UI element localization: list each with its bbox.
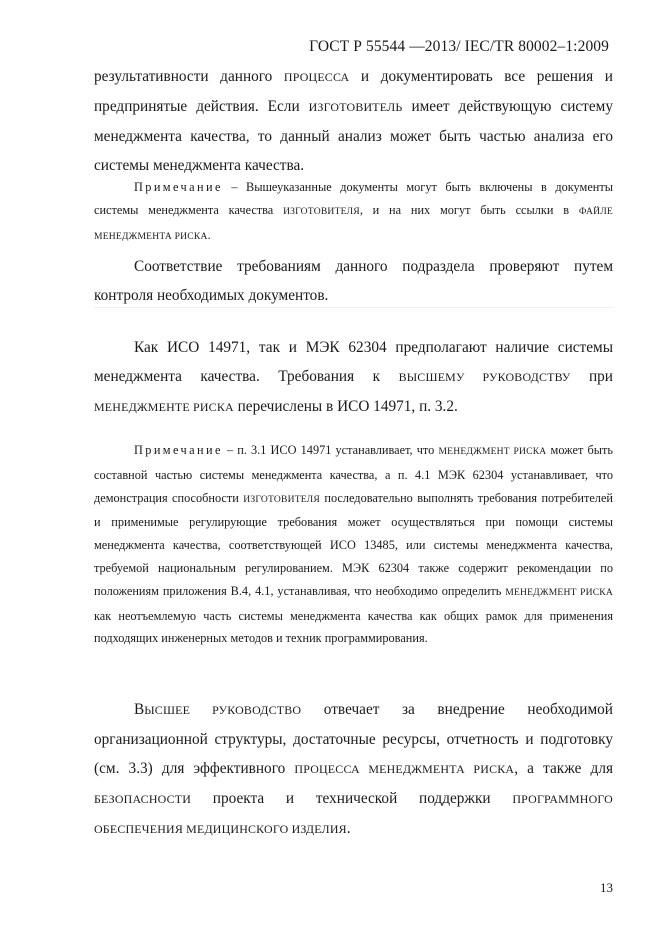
term-process: ПРОЦЕССА [283, 70, 350, 84]
page-number: 13 [600, 880, 613, 895]
term-manufacturer: ИЗГОТОВИТЕЛЯ [243, 493, 320, 505]
document-header: ГОСТ Р 55544 —2013/ IEC/TR 80002–1:2009 [309, 38, 609, 55]
term-manufacturer: ИЗГОТОВИТЕЛЬ [308, 100, 403, 114]
term-top-management: ЫСШЕЕ РУКОВОДСТВО [144, 703, 302, 717]
term-top-management-initial: В [134, 701, 145, 718]
paragraph-compliance-check: Соответствие требованиям данного подраздела проверяют путем контроля необходимых документов. [94, 258, 613, 304]
note-iso-clauses: Примечание – п. 3.1 ИСО 14971 устанавливает, что МЕНЕДЖМЕНТ РИСКА может быть составной частью системы менеджмента качества, а п. 4.1 МЭК 62304 устанавливает, что демонстрация способности ИЗГОТОВИТЕЛЯ последовательно выполнять требования потребителей и применимые регулирующие требования может осуществляться при помощи системы менеджмента качества, соответствующей ИСО 13485, или системы менеджмента качества, требуемой национальным регулированием. МЭК 62304 также содержит рекомендации по положениям приложения В.4, 4.1, устанавливая, что необходимо определить МЕНЕДЖМЕНТ РИСКА как неотъемлемую часть системы менеджмента качества как общих рамок для применения подходящих инженерных методов и техник программирования. [94, 443, 614, 646]
term-risk-management-file: ФАЙЛЕ МЕНЕДЖМЕНТА РИСКА [94, 205, 613, 242]
paragraph-top-management: ВЫСШЕЕ РУКОВОДСТВО отвечает за внедрение необходимой организационной структуры, достаточные ресурсы, отчетность и подготовку (см. 3.3) для эффективного ПРОЦЕССА МЕНЕДЖМЕНТА РИСКА, а также для БЕЗОПАСНОСТИ проекта и технической поддержки ПРОГРАММНОГО ОБЕСПЕЧЕНИЯ МЕДИЦИНСКОГО ИЗДЕЛИЯ. [94, 701, 613, 837]
term-safety: БЕЗОПАСНОСТИ [94, 792, 192, 806]
note-label: Примечание [134, 443, 223, 457]
term-risk-management: МЕНЕДЖМЕНТ РИСКА [505, 586, 614, 598]
term-risk-management: МЕНЕДЖМЕНТ РИСКА [438, 446, 547, 457]
term-manufacturer: ИЗГОТОВИТЕЛЯ [283, 205, 360, 217]
divider [94, 307, 613, 308]
paragraph-quality-review: результативности данного ПРОЦЕССА и документировать все решения и предпринятые действия. Если ИЗГОТОВИТЕЛЬ имеет действующую систему менеджмента качества, то данный анализ может быть частью анализа его системы менеджмента качества. [94, 68, 613, 174]
note-documents: Примечание – Вышеуказанные документы могут быть включены в документы системы менеджмента качества ИЗГОТОВИТЕЛЯ, и на них могут быть ссылки в ФАЙЛЕ МЕНЕДЖМЕНТА РИСКА. [94, 180, 613, 242]
term-medical-device-software: ПРОГРАММНОГО ОБЕСПЕЧЕНИЯ МЕДИЦИНСКОГО ИЗДЕЛИЯ [94, 792, 613, 836]
note-label: Примечание [134, 180, 223, 194]
term-top-management: ВЫСШЕМУ РУКОВОДСТВУ [398, 370, 571, 384]
term-risk-management: МЕНЕДЖМЕНТЕ РИСКА [94, 400, 234, 414]
paragraph-iso-iec: Как ИСО 14971, так и МЭК 62304 предполагают наличие системы менеджмента качества. Требования к ВЫСШЕМУ РУКОВОДСТВУ при МЕНЕДЖМЕНТЕ РИСКА перечислены в ИСО 14971, п. 3.2. [94, 339, 613, 415]
term-risk-management-process: ПРОЦЕССА МЕНЕДЖМЕНТА РИСКА [294, 762, 515, 776]
